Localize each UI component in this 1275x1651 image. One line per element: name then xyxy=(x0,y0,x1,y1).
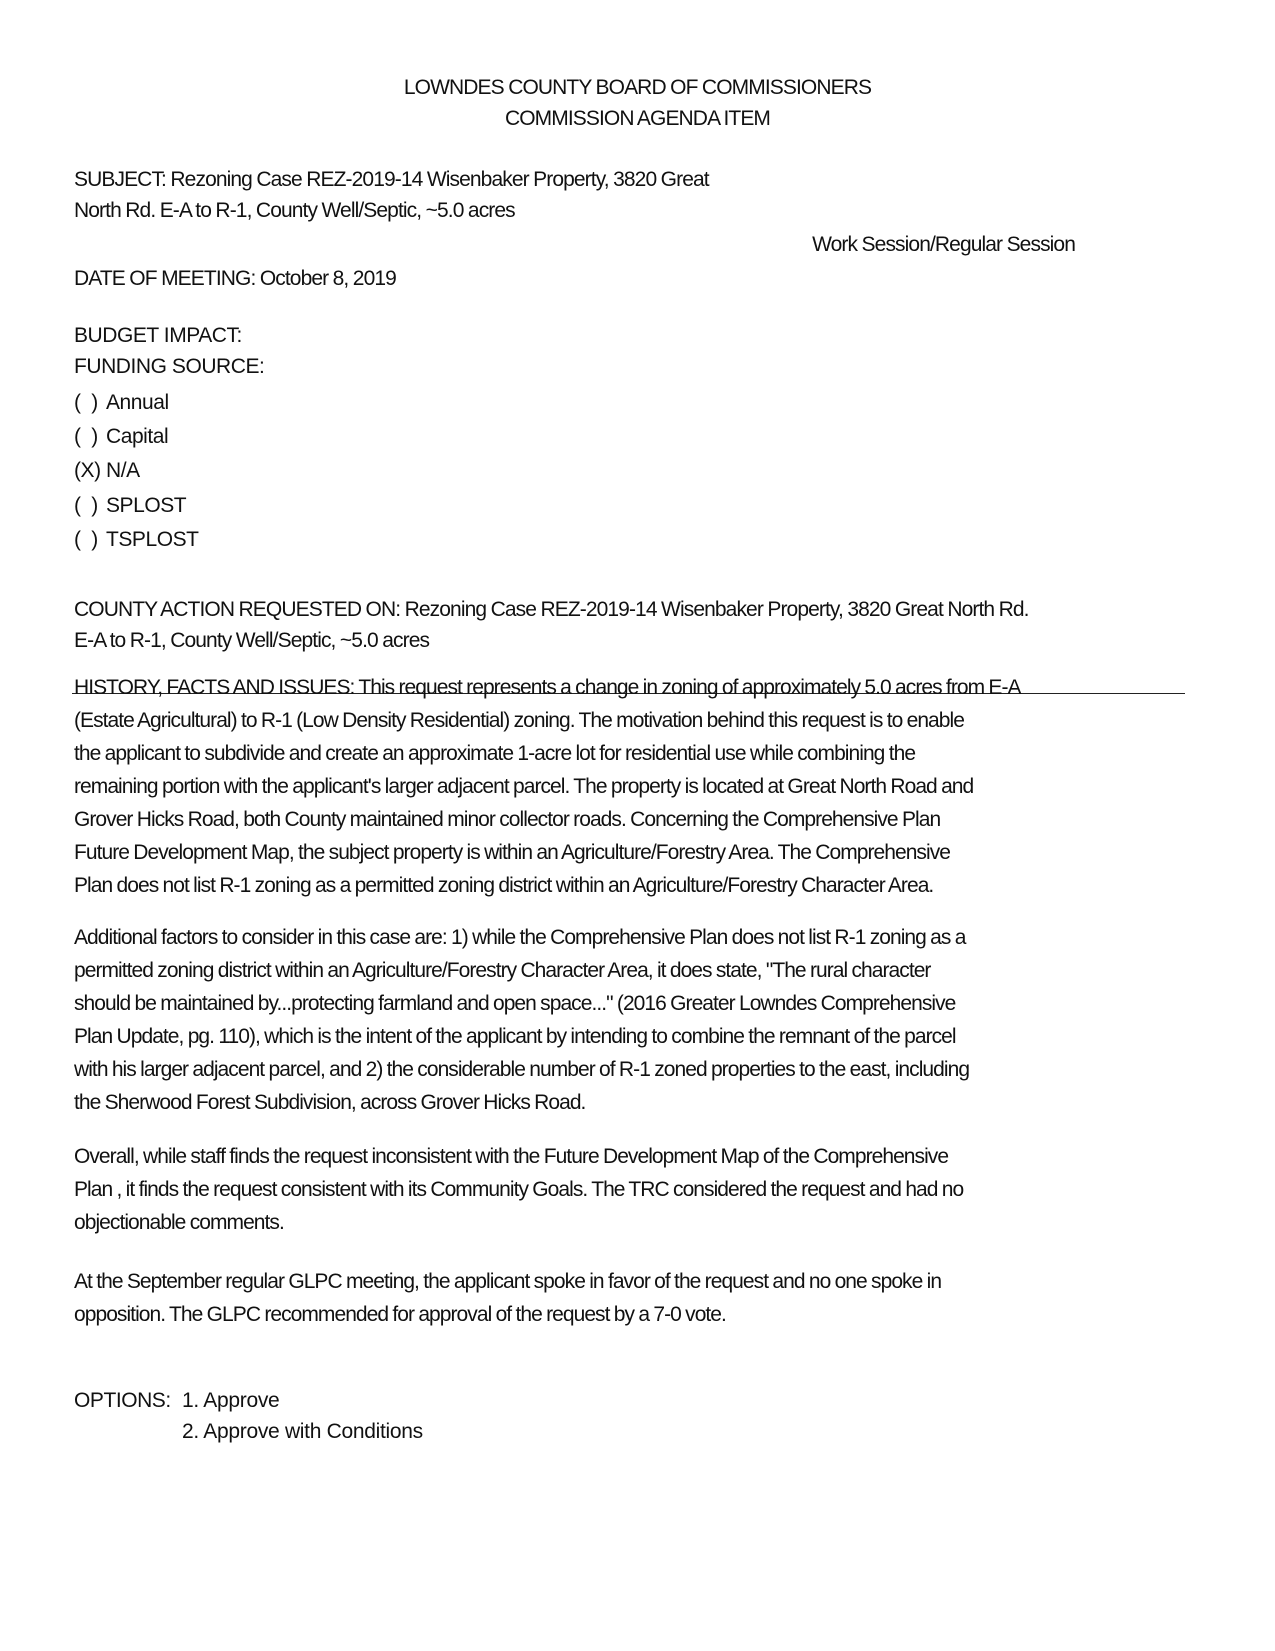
funding-checkbox-checked: (X) xyxy=(74,459,101,482)
funding-label: N/A xyxy=(106,459,140,482)
funding-source-label: FUNDING SOURCE: xyxy=(74,355,265,378)
paragraph-line: with his larger adjacent parcel, and 2) the considerable number of R-1 zoned properties to the east, including xyxy=(74,1058,970,1081)
options-label: OPTIONS: xyxy=(74,1389,171,1412)
funding-option-na xyxy=(74,455,140,487)
funding-option-capital xyxy=(74,421,168,453)
history-paragraph-2 xyxy=(74,921,1184,1119)
funding-label: Annual xyxy=(106,391,169,414)
action-requested-line-2: E-A to R-1, County Well/Septic, ~5.0 acres xyxy=(74,629,430,652)
paragraph-line: permitted zoning district within an Agriculture/Forestry Character Area, it does state, "The rural character xyxy=(74,959,931,982)
funding-option-tsplost xyxy=(74,524,199,556)
paragraph-line: At the September regular GLPC meeting, the applicant spoke in favor of the request and no one spoke in xyxy=(74,1270,942,1293)
funding-checkbox: ( ) xyxy=(74,425,98,448)
document-subtitle: COMMISSION AGENDA ITEM xyxy=(504,107,771,130)
paragraph-line: HISTORY, FACTS AND ISSUES: This request represents a change in zoning of approximately 5.0 acres from E-A xyxy=(74,676,1021,699)
funding-checkbox: ( ) xyxy=(74,391,98,414)
paragraph-line: Plan does not list R-1 zoning as a permitted zoning district within an Agriculture/Forestry Character Area. xyxy=(74,874,934,897)
subject-line-1: SUBJECT: Rezoning Case REZ-2019-14 Wisenbaker Property, 3820 Great xyxy=(74,168,709,191)
funding-label: SPLOST xyxy=(106,494,187,517)
paragraph-line: should be maintained by...protecting farmland and open space..." (2016 Greater Lowndes Comprehensive xyxy=(74,992,956,1015)
paragraph-line: Plan , it finds the request consistent with its Community Goals. The TRC considered the request and had no xyxy=(74,1178,964,1201)
paragraph-line: Grover Hicks Road, both County maintained minor collector roads. Concerning the Comprehensive Plan xyxy=(74,808,941,831)
paragraph-line: Overall, while staff finds the request inconsistent with the Future Development Map of the Comprehensive xyxy=(74,1145,949,1168)
funding-label: TSPLOST xyxy=(106,528,199,551)
history-paragraph-3 xyxy=(74,1140,1184,1239)
paragraph-line: (Estate Agricultural) to R-1 (Low Density Residential) zoning. The motivation behind this request is to enable xyxy=(74,709,964,732)
paragraph-line: Future Development Map, the subject property is within an Agriculture/Forestry Area. The Comprehensive xyxy=(74,841,950,864)
subject-line-2: North Rd. E-A to R-1, County Well/Septic, ~5.0 acres xyxy=(74,199,515,222)
paragraph-line: the applicant to subdivide and create an approximate 1-acre lot for residential use while combining the xyxy=(74,742,916,765)
funding-label: Capital xyxy=(106,425,169,448)
session-type: Work Session/Regular Session xyxy=(812,233,1075,256)
funding-option-annual xyxy=(74,387,169,419)
document-title: LOWNDES COUNTY BOARD OF COMMISSIONERS xyxy=(403,76,872,99)
paragraph-line: Additional factors to consider in this case are: 1) while the Comprehensive Plan does not list R-1 zoning as a xyxy=(74,926,966,949)
history-paragraph-1 xyxy=(74,671,1184,902)
action-requested-line-1: COUNTY ACTION REQUESTED ON: Rezoning Case REZ-2019-14 Wisenbaker Property, 3820 Great North Rd. xyxy=(74,598,1029,621)
funding-checkbox: ( ) xyxy=(74,528,98,551)
paragraph-line: the Sherwood Forest Subdivision, across Grover Hicks Road. xyxy=(74,1091,586,1114)
option-approve-with-conditions: 2. Approve with Conditions xyxy=(182,1420,423,1443)
budget-impact-label: BUDGET IMPACT: xyxy=(74,324,242,347)
paragraph-line: objectionable comments. xyxy=(74,1211,284,1234)
funding-option-splost xyxy=(74,490,186,522)
paragraph-line: remaining portion with the applicant's larger adjacent parcel. The property is located at Great North Road and xyxy=(74,775,974,798)
option-approve: 1. Approve xyxy=(182,1389,280,1412)
date-of-meeting: DATE OF MEETING: October 8, 2019 xyxy=(74,267,396,290)
funding-checkbox: ( ) xyxy=(74,494,98,517)
history-paragraph-4 xyxy=(74,1265,1184,1331)
paragraph-line: Plan Update, pg. 110), which is the intent of the applicant by intending to combine the remnant of the parcel xyxy=(74,1025,956,1048)
paragraph-line: opposition. The GLPC recommended for approval of the request by a 7-0 vote. xyxy=(74,1303,726,1326)
